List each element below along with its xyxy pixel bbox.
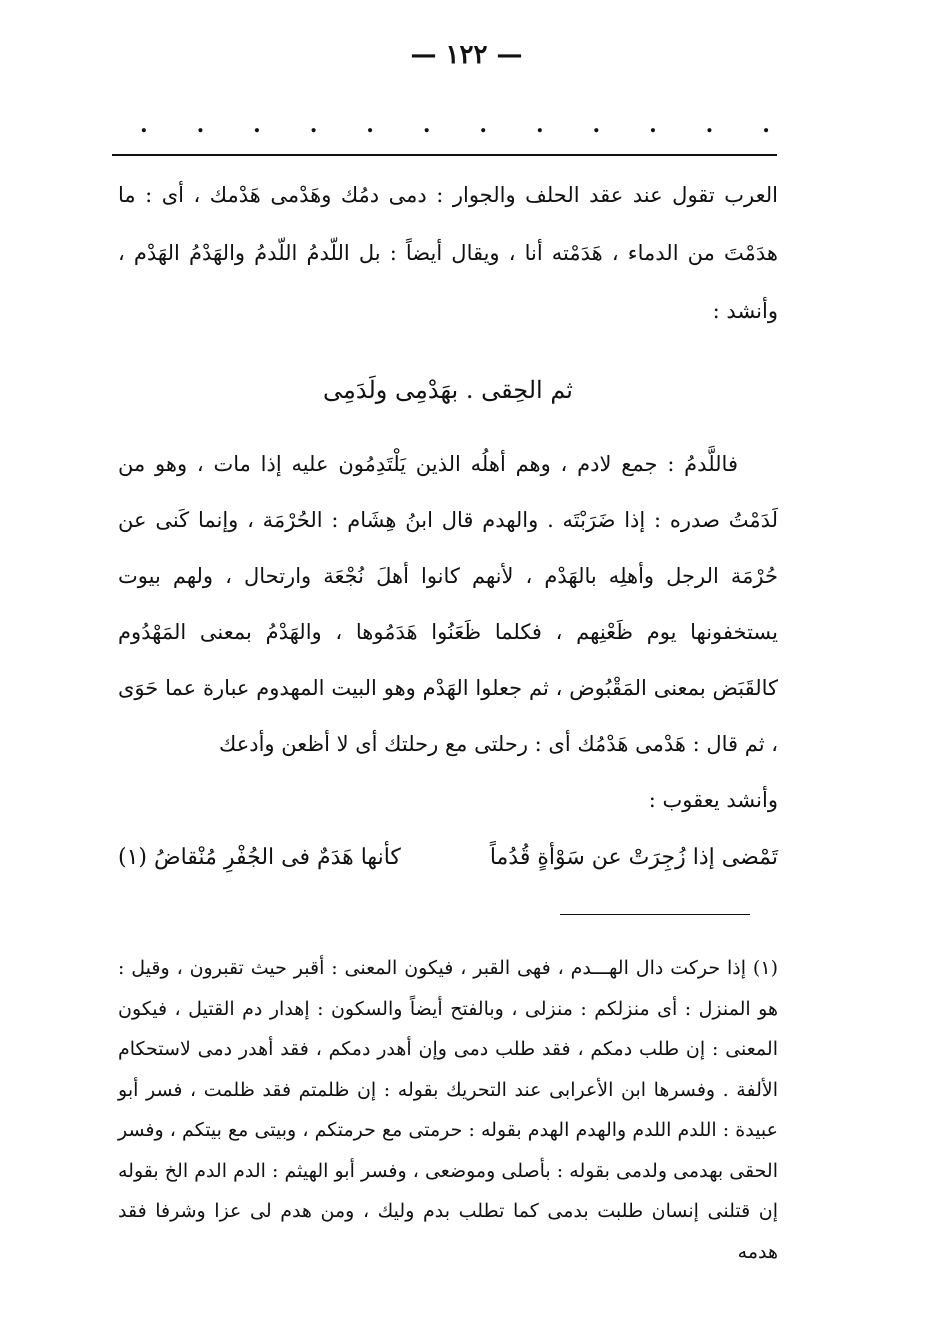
verse-line: ثم الحِقى . بهَدْمِى ولَدَمِى	[323, 376, 573, 404]
dot: .	[649, 112, 657, 138]
dot: .	[253, 112, 261, 138]
paragraph-text: وأنشد يعقوب :	[648, 788, 778, 812]
first-hemistich: تَمْضى إذا زُجِرَتْ عن سَوْأةٍ قُدُماً	[489, 845, 778, 870]
dot: .	[705, 112, 714, 138]
dot: .	[309, 112, 318, 138]
paragraph-text: فاللَّدمُ : جمع لادم ، وهم أهلُه الذين يَلْتَدِمُون عليه إذا مات ، وهو من لَدَمْتُ صدره : إذا ضَرَبْتَه . والهدم قال ابنُ هِشَام : الحُرْمَة ، وإنما كَنى عن حُرْمَة الرجل وأهلِه بالهَدْم ، لأنهم كانوا أهلَ نُجْعَة وارتحال ، ولهم بيوت يستخفونها يوم ظَعْنِهم ، فكلما ظَعَنُوا هَدَمُوها ، والهَدْمُ بمعنى المَهْدُوم كالقَبَض بمعنى المَقْبُوض ، ثم جعلوا الهَدْم وهو البيت المهدوم عبارة عما حَوَى ، ثم قال : هَدْمى هَدْمُك أى : رحلتى مع رحلتك أى لا أظعن وأدعك	[118, 452, 778, 756]
dot: .	[140, 112, 148, 138]
second-hemistich: كأنها هَدَمٌ فى الجُفْرِ مُنْقاضُ (١)	[118, 845, 401, 870]
ellipsis-dots	[140, 112, 770, 138]
dot: .	[422, 112, 431, 138]
dot: .	[762, 112, 770, 138]
opening-paragraph	[118, 166, 778, 340]
footnote-text: (١) إذا حركت دال الهـــدم ، فهى القبر ، فيكون المعنى : أقبر حيث تقبرون ، وقيل : هو المنزل : أى منزلكم : منزلى ، وبالفتح أيضاً والسكون : إهدار دم القتيل ، فيكون المعنى : إن طلب دمكم ، فقد طلب دمى وإن أهدر دمكم ، فقد أهدر دمى لاستحكام الألفة . وفسرها ابن الأعرابى عند التحريك بقوله : إن ظلمتم فقد ظلمت ، فسر أبو عبيدة : اللدم اللدم والهدم الهدم بقوله : حرمتى مع حرمتكم ، وبيتى مع بيتكم ، وفسر الحقى بهدمى ولدمى بقوله : بأصلى وموضعى ، وفسر أبو الهيثم : الدم الدم الخ بقوله إن قتلنى إنسان طلبت بدمى كما تطلب بدم وليك ، ومن هدم لى عزا وشرفا فقد هدمه	[118, 957, 778, 1263]
paragraph-text: العرب تقول عند عقد الحلف والجوار : دمى دمُك وهَدْمى هَدْمك ، أى : ما هدَمْتَ من الدماء ، هَدَمْته أنا ، ويقال أيضاً : بل اللّدمُ اللّدمُ والهَدْمُ الهَدْم ، وأنشد :	[118, 183, 778, 323]
page-number: — ١٢٢ —	[410, 40, 523, 70]
poetry-verse	[118, 838, 778, 878]
dot: .	[592, 112, 601, 138]
header-rule	[112, 154, 777, 156]
footnote-rule	[560, 914, 750, 915]
dot: .	[535, 112, 544, 138]
dot: .	[196, 112, 205, 138]
footnote	[118, 948, 778, 1272]
main-paragraph	[118, 436, 778, 828]
dot: .	[479, 112, 488, 138]
dot: .	[366, 112, 374, 138]
